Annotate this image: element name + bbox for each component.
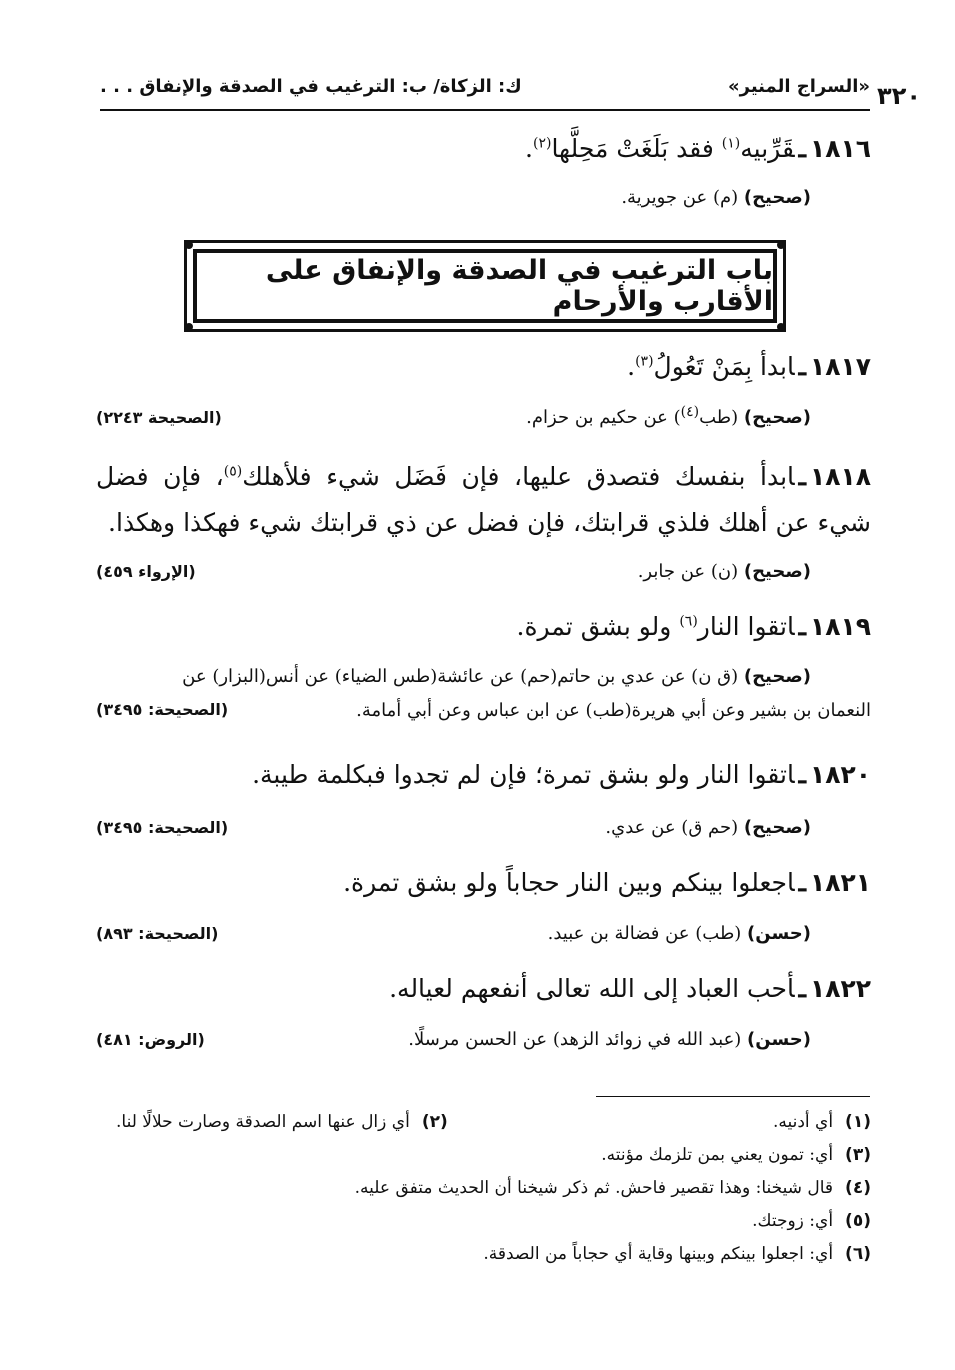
source [638, 556, 811, 588]
footnote-marker: (٦) [679, 613, 698, 630]
source [548, 918, 811, 950]
hadith-text-part: ابدأ بِمَنْ تَعُولُ [653, 352, 795, 381]
hadith-1819 [96, 604, 871, 728]
dash: ـ [798, 612, 806, 641]
dash: ـ [798, 352, 806, 381]
grade: (صحيح) [743, 817, 811, 838]
footnote-row [96, 1238, 871, 1271]
footnote-row [96, 1205, 871, 1238]
source [408, 1024, 811, 1056]
source-row [96, 812, 871, 852]
footnote-number: (٤) [845, 1178, 871, 1198]
footnote-number: (٥) [845, 1211, 871, 1231]
footnote-row [96, 1139, 871, 1172]
hadith-text-part: . [627, 352, 636, 381]
hadith-number: ١٨١٨ [809, 462, 872, 491]
footnote-row [96, 1106, 871, 1139]
hadith-text-part: اجعلوا بينكم وبين النار حجاباً ولو بشق تمرة. [343, 868, 795, 897]
dash: ـ [798, 868, 806, 897]
hadith-text [96, 126, 871, 172]
dash: ـ [798, 974, 806, 1003]
source-row [96, 402, 871, 442]
hadith-1817 [96, 344, 871, 442]
hadith-text [96, 454, 871, 546]
footnote-row [96, 1172, 871, 1205]
page-number: ٣٢٠ [877, 82, 921, 110]
hadith-number: ١٨١٦ [809, 134, 871, 163]
hadith-text-part: ، فإن فضل شيء عن أهلك فلذي قرابتك، فإن فضل عن ذي قرابتك شيء فهكذا وهكذا. [96, 462, 871, 537]
footnote-text: أي: اجعلوا بينكم وبينها وقاية أي حجاباً من الصدقة. [483, 1244, 834, 1264]
reference: (الصحيحة ٢٢٤٣) [96, 408, 222, 427]
footnote-marker: (٣) [635, 353, 654, 370]
source-row [96, 182, 871, 222]
source-text: النعمان بن بشير وعن أبي هريرة(طب) عن ابن عباس وعن أبي أمامة. [356, 700, 871, 721]
hadith-text-part: قَرِّبيه [740, 134, 795, 163]
hadith-text-part: ولو بشق تمرة. [516, 612, 680, 641]
grade: (صحيح) [743, 187, 811, 208]
grade: (صحيح) [743, 561, 811, 582]
hadith-number: ١٨٢٢ [809, 974, 871, 1003]
footnote-number: (٣) [845, 1145, 871, 1165]
source-row [96, 918, 871, 958]
reference: (الصحيحة: ٣٤٩٥) [96, 818, 229, 837]
hadith-text-part: اتقوا النار [697, 612, 795, 641]
header-rule [100, 109, 870, 111]
chapter-heading-box [184, 240, 786, 332]
footnote-number: (١) [845, 1112, 871, 1132]
hadith-number: ١٨١٩ [809, 612, 871, 641]
source-text: (عبد الله في زوائد الزهد) عن الحسن مرسلًا. [408, 1029, 748, 1050]
source-text: (ق ن) عن عدي بن حاتم(حم) عن عائشة(طس الضياء) عن أنس(البزار) عن [182, 666, 744, 687]
hadith-number: ١٨١٧ [809, 352, 871, 381]
hadith-1822 [96, 966, 871, 1064]
corner-ornament [185, 323, 193, 331]
running-chapter-title: ك: الزكاة/ ب: الترغيب في الصدقة والإنفاق . . . [100, 76, 522, 97]
reference: (الصحيحة: ٨٩٣) [96, 924, 219, 943]
reference: (الصحيحة: ٣٤٩٥) [96, 700, 229, 719]
footnote-text: أي أدنيه. [772, 1112, 834, 1132]
hadith-text [96, 604, 871, 650]
dash: ـ [798, 134, 806, 163]
hadith-text [96, 752, 871, 798]
hadith-text [96, 860, 871, 906]
hadith-text-part: اتقوا النار ولو بشق تمرة؛ فإن لم تجدوا فبكلمة طيبة. [252, 760, 795, 789]
footnote-marker: (٢) [532, 135, 552, 152]
grade: (صحيح) [743, 666, 811, 687]
hadith-1818 [96, 454, 871, 596]
source-text: (حم ق) عن عدي. [605, 817, 744, 838]
hadith-number: ١٨٢٠ [809, 760, 871, 789]
grade: (حسن) [747, 1029, 811, 1050]
footnote-number: (٦) [845, 1244, 871, 1264]
source-text: (طب [699, 407, 744, 428]
book-title: «السراج المنير» [728, 76, 870, 97]
corner-ornament [777, 241, 785, 249]
hadith-number: ١٨٢١ [809, 868, 871, 897]
hadith-text-part: . [525, 134, 533, 163]
hadith-1816 [96, 126, 871, 222]
source-block [96, 660, 871, 728]
source-row [96, 556, 871, 596]
source-text: (طب) عن فضالة بن عبيد. [547, 923, 748, 944]
chapter-heading-inner [193, 249, 777, 323]
footnote-marker: (٤) [680, 404, 700, 420]
hadith-text-part: فقد بَلَغَتْ مَحِلَّها [551, 134, 722, 163]
reference: (الإرواء ٤٥٩) [96, 562, 196, 581]
source [621, 182, 811, 214]
footnote-rule [596, 1096, 870, 1097]
footnote-marker: (١) [721, 135, 741, 152]
hadith-1820 [96, 752, 871, 852]
source-line [96, 694, 871, 728]
running-header [100, 66, 870, 100]
source-line [96, 660, 811, 694]
footnote-text: قال شيخنا: وهذا تقصير فاحش. ثم ذكر شيخنا أن الحديث متفق عليه. [354, 1178, 834, 1198]
dash: ـ [798, 462, 806, 491]
source-text: (ن) عن جابر. [637, 561, 744, 582]
corner-ornament [185, 241, 193, 249]
footnote-text: أي: تمون يعني بمن تلزمك مؤنته. [601, 1145, 834, 1165]
hadith-text [96, 344, 871, 390]
source [605, 812, 811, 844]
hadith-text-part: أحب العباد إلى الله تعالى أنفعهم لعياله. [389, 974, 795, 1003]
footnote-number: (٢) [421, 1112, 448, 1132]
dash: ـ [798, 760, 806, 789]
footnote-text: أي زال عنها اسم الصدقة وصارت حلالًا لنا. [116, 1112, 410, 1132]
hadith-text [96, 966, 871, 1012]
hadith-text-part: ابدأ بنفسك فتصدق عليها، فإن فَضَل شيء فلأهلك [242, 462, 795, 491]
grade: (حسن) [747, 923, 811, 944]
chapter-heading: باب الترغيب في الصدقة والإنفاق على الأقارب والأرحام [265, 255, 773, 317]
source-row [96, 1024, 871, 1064]
reference: (الروض: ٤٨١) [96, 1030, 205, 1049]
footnote-marker: (٥) [223, 463, 243, 480]
footnote-text: أي: زوجتك. [752, 1211, 834, 1231]
source-text: (م) عن جويرية. [621, 187, 744, 208]
source-text: ) عن حكيم بن حزام. [526, 407, 681, 428]
footnotes [96, 1106, 871, 1271]
hadith-1821 [96, 860, 871, 958]
footnote-inline [116, 1106, 448, 1139]
source [526, 402, 811, 434]
grade: (صحيح) [743, 407, 811, 428]
corner-ornament [777, 323, 785, 331]
